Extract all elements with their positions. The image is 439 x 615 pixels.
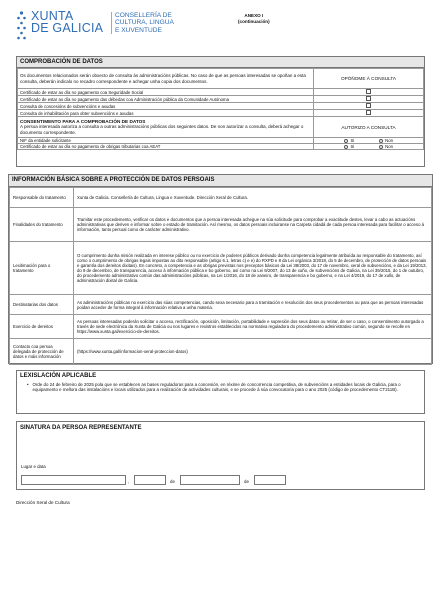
day-field[interactable] [134, 475, 166, 485]
consent-title: CONSENTIMENTO PARA A COMPROBACIÓN DE DATOS [20, 118, 146, 124]
dept-line-1: CONSELLERÍA DE [115, 12, 172, 19]
brand-line-2: DE GALICIA [31, 21, 104, 35]
annex-heading [238, 13, 270, 24]
legislation-text: Orde do 24 de febreiro de 2025 pola que se establecen as bases reguladoras para a concesión, en réxime de concorrencia competitiva, de subvencións a entidades locais de Galicia, para o equipamento e mellora das instalacións e locais utilizados para a realización de actividades culturais, e se procede á súa convocatoria para o ano 2025 (código de procedemento CT211B). [32, 382, 401, 393]
data-protection-section [8, 174, 433, 364]
yes-label: Si [350, 138, 355, 143]
dp-text: O cumprimento dunha misión realizada en interese público ou no exercicio de poderes públicos derivado dunha competencia legalmente atribuída ao responsable do tratamento, así como o cumprimento de obrigas legais impostas ao dito responsable (artigo 6.1, letras c) e e) do RXPD e 8 da Lei orgánica 3/2018, do 5 de decembro, de protección de datos persoais e garantía dos dereitos dixitais). En concreto, a competencia e as obrigas previstas nos preceptos básicos da Lei 38/2003, do 17 de novembro, xeral de subvencións, e da Lei 19/2013, do 9 de decembro, de transparencia, acceso á información pública e bo goberno, así como na Lei 9/2007, do 13 de xuño, de subvencións de Galicia, na Lei 39/2015, do 1 de outubro, do procedemento administrativo común das administracións públicas, na Lei 1/2016, do 18 de xaneiro, de transparencia e bo goberno, e na Lei 4/2019, do 17 de xullo, de administración dixital de Galicia. [74, 242, 432, 295]
comma-separator: , [128, 479, 130, 484]
dp-text: As administracións públicas no exercicio das súas competencias, cando sexa necesario para a tramitación e resolución dos seus procedementos ou para que as persoas interesadas poidan acceder de forma integral á información relativa a unha materia. [74, 295, 432, 315]
oppose-header: OPÓÑOME Á CONSULTA [314, 69, 424, 89]
dp-text: Xunta de Galicia. Consellería de Cultura, Lingua e Xuventude. Dirección Xeral de Cultura. [74, 188, 432, 208]
yes-radio[interactable] [344, 145, 349, 150]
dp-label: Exercicio de dereitos [10, 315, 74, 339]
annex-subtitle: (continuación) [238, 18, 270, 24]
place-field[interactable] [21, 475, 126, 485]
no-label: Non [385, 144, 394, 150]
annex-title: ANEXO I [244, 13, 264, 18]
galicia-crest-icon [16, 10, 27, 44]
xunta-logo [16, 10, 103, 44]
authorize-item: Certificado de estar ao día no pagamento de obrigas tributarias coa AEAT [18, 144, 314, 150]
dp-label: Contacto coa persoa delegada de protección de datos e máis información [10, 339, 74, 365]
oppose-item: Consulta de concesións de subvencións e axudas [18, 103, 314, 110]
no-radio[interactable] [379, 145, 384, 150]
legislation-title: LEXISLACIÓN APLICABLE [17, 371, 424, 382]
data-check-title: COMPROBACIÓN DE DATOS [17, 57, 424, 68]
brand-line-1: XUNTA [31, 9, 74, 23]
no-label: Non [385, 138, 394, 143]
legislation-section [16, 370, 425, 414]
oppose-checkbox[interactable] [366, 110, 371, 115]
dp-info-url[interactable]: https://www.xunta.gal/informacion-xeral-proteccion-datos [78, 349, 187, 354]
oppose-checkbox[interactable] [366, 96, 371, 101]
oppose-item: Certificado de estar ao día no pagamento coa Seguridade Social [18, 89, 314, 96]
authorize-header: AUTORIZO A CONSULTA [314, 117, 424, 138]
consent-intro: A persoa interesada autoriza a consulta a outras administracións públicas dos seguintes datos. De non autorizar a consulta, deberá achegar o documento correspondente. [20, 124, 304, 135]
dp-label: Finalidades do tratamento [10, 208, 74, 242]
dept-line-3: E XUVENTUDE [115, 26, 162, 34]
authorize-item: NIF da entidade solicitante [18, 138, 314, 144]
consent-block [18, 117, 314, 138]
data-check-intro: Os documentos relacionados serán obxecto de consulta ás administracións públicas. No caso de que as persoas interesadas se opoñan a esta consulta, deberán indicalo no recadro correspondente e achegar unha copia dos documentos. [18, 69, 314, 89]
data-protection-title: INFORMACIÓN BÁSICA SOBRE A PROTECCIÓN DE DATOS PERSOAIS [9, 175, 432, 187]
oppose-checkbox[interactable] [366, 103, 371, 108]
oppose-item: Certificado de estar ao día no pagamento das débedas coa Administración pública da Comunidade Autónoma [18, 96, 314, 103]
bullet-dot-icon: • [27, 382, 29, 387]
data-check-section [16, 56, 425, 167]
of-label-2: de [244, 479, 249, 484]
oppose-checkbox[interactable] [366, 89, 371, 94]
dp-label: Responsable do tratamento [10, 188, 74, 208]
dp-label: Destinatarias dos datos [10, 295, 74, 315]
month-field[interactable] [180, 475, 240, 485]
place-date-label: Lugar e data [21, 464, 46, 469]
legislation-bullet-row [17, 382, 424, 393]
yes-radio[interactable] [344, 139, 349, 144]
yes-label: Si [350, 144, 355, 150]
signature-section [16, 421, 425, 490]
dp-link[interactable]: (https://www.xunta.gal/informacion-xeral-proteccion-datos) [74, 339, 432, 365]
dept-line-2: CULTURA, LINGUA [115, 19, 174, 27]
dp-text: As persoas interesadas poderán solicitar o acceso, rectificación, oposición, limitación, portabilidade e supresión dos seus datos ou retirar, de ser o caso, o consentimento outorgado a través de sede electrónica da Xunta de Galicia ou nos lugares e rexistros establecidos na normativa reguladora do procedemento administrativo común, segundo se recolle en https://www.xunta.gal/exercicio-de-dereitos. [74, 315, 432, 339]
dp-label: Lexitimación para o tratamento [10, 242, 74, 295]
authorize-options [314, 144, 424, 150]
department-name [111, 12, 174, 34]
year-field[interactable] [254, 475, 286, 485]
page-header [16, 10, 426, 52]
signature-title: SINATURA DA PERSOA REPRESENTANTE [17, 422, 424, 433]
dp-text: Tramitar este procedemento, verificar os datos e documentos que a persoa interesada achegue na súa solicitude para comprobar a exactitude destes, levar a cabo as actuacións administrativas que deriven e informar sobre o estado de tramitación. Así mesmo, os datos persoais incluiranse na Carpeta cidadá de cada persoa interesada para facilitar o acceso á información, tanto persoal como de carácter administrativo. [74, 208, 432, 242]
of-label-1: de [170, 479, 175, 484]
oppose-item: Consulta de inhabilitación para obter subvencións e axudas [18, 110, 314, 117]
no-radio[interactable] [379, 139, 384, 144]
footer-text: Dirección Xeral de Cultura [16, 500, 70, 505]
